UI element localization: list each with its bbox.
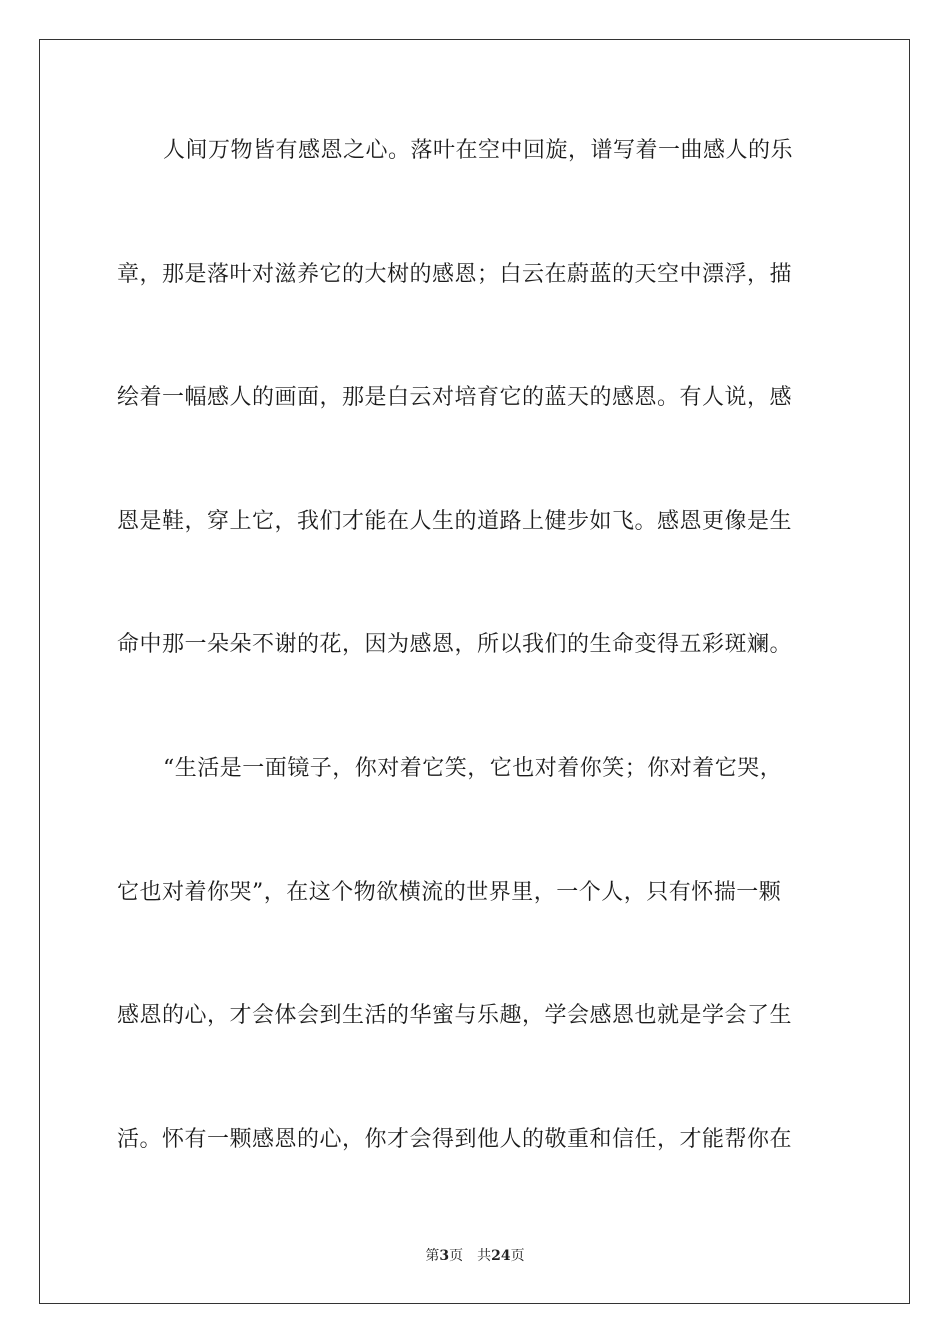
paragraph-line-2: 章，那是落叶对滋养它的大树的感恩；白云在蔚蓝的天空中漂浮，描 bbox=[117, 262, 793, 287]
footer-total-suffix: 页 bbox=[510, 1248, 525, 1264]
footer-total-prefix: 共 bbox=[477, 1248, 492, 1264]
paragraph-line-9: 活。怀有一颗感恩的心，你才会得到他人的敬重和信任，才能帮你在 bbox=[117, 1127, 793, 1152]
paragraph-line-3: 绘着一幅感人的画面，那是白云对培育它的蓝天的感恩。有人说，感 bbox=[117, 385, 793, 410]
page-footer bbox=[0, 1247, 950, 1265]
footer-total-pages: 24 bbox=[491, 1248, 511, 1264]
paragraph-line-7: 它也对着你哭”，在这个物欲横流的世界里，一个人，只有怀揣一颗 bbox=[117, 880, 782, 905]
footer-page-prefix: 第 bbox=[425, 1248, 440, 1264]
footer-page-number: 3 bbox=[439, 1248, 450, 1264]
paragraph-line-5: 命中那一朵朵不谢的花，因为感恩，所以我们的生命变得五彩斑斓。 bbox=[117, 632, 793, 657]
paragraph-line-8: 感恩的心，才会体会到生活的华蜜与乐趣，学会感恩也就是学会了生 bbox=[117, 1003, 793, 1028]
page-border bbox=[39, 39, 910, 1304]
paragraph-line-4: 恩是鞋，穿上它，我们才能在人生的道路上健步如飞。感恩更像是生 bbox=[117, 509, 793, 534]
footer-page-suffix: 页 bbox=[449, 1248, 464, 1264]
paragraph-line-1: 人间万物皆有感恩之心。落叶在空中回旋，谱写着一曲感人的乐 bbox=[163, 138, 794, 163]
paragraph-line-6: “生活是一面镜子，你对着它笑，它也对着你笑；你对着它哭， bbox=[163, 756, 783, 781]
